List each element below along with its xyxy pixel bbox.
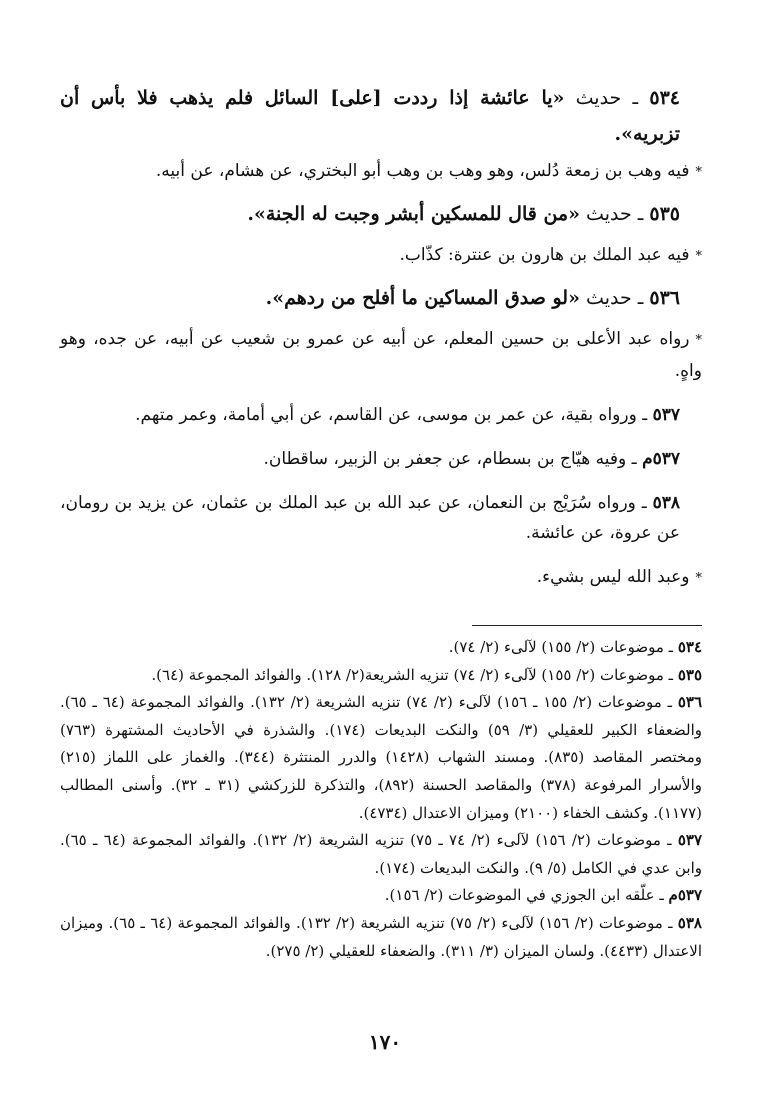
footnote-number: ٥٣٤ (677, 638, 702, 656)
footnote-number: ٥٣٧م (668, 886, 702, 905)
dash: ـ (641, 493, 647, 513)
note-535 (60, 240, 702, 272)
asterisk-bullet: * (695, 571, 702, 586)
note-534 (60, 156, 702, 188)
hadith-text: «يا عائشة إذا رددت [على] السائل فلم يذهب فلا بأس أن تزبريه». (60, 87, 680, 145)
entry-538 (60, 488, 702, 548)
hadith-number: ٥٣٦ (649, 287, 680, 309)
hadith-lead: حديث (575, 87, 622, 109)
note-text: فيه عبد الملك بن هارون بن عنترة: كذّاب. (399, 245, 690, 265)
dash: ـ (637, 203, 644, 225)
footnote-text: ـ علّقه ابن الجوزي في الموضوعات (٢/ ١٥٦). (384, 886, 664, 905)
hadith-534 (60, 80, 702, 152)
dash: ـ (637, 287, 644, 309)
entry-number: ٥٣٧م (642, 449, 680, 469)
note-536 (60, 324, 702, 386)
dash: ـ (632, 87, 639, 109)
asterisk-bullet: * (695, 333, 702, 348)
main-text (60, 80, 702, 594)
asterisk-bullet: * (695, 165, 702, 180)
entry-text: وفيه هيّاج بن بسطام، عن جعفر بن الزبير، ساقطان. (263, 449, 627, 469)
note-text: وعبد الله ليس بشيء. (536, 567, 690, 587)
hadith-number: ٥٣٥ (649, 203, 680, 225)
note-text: فيه وهب بن زمعة دُلس، وهو وهب بن وهب أبو البختري، عن هشام، عن أبيه. (155, 161, 690, 181)
note-538 (60, 562, 702, 594)
hadith-lead: حديث (586, 203, 632, 225)
page-number: ١٧٠ (368, 1030, 402, 1054)
footnote (60, 662, 702, 690)
hadith-535 (60, 196, 702, 232)
footnote (60, 882, 702, 910)
note-text: رواه عبد الأعلى بن حسين المعلم، عن أبيه عن عمرو بن شعيب عن أبيه، عن جده، وهو واهٍ. (60, 329, 702, 381)
footnote-number: ٥٣٦ (677, 693, 702, 712)
asterisk-bullet: * (695, 249, 702, 264)
footnote-text: ـ موضوعات (٢/ ١٥٥ ـ ١٥٦) لآلىء (٢/ ٧٤) تنزيه الشريعة (٢/ ١٣٢). والفوائد المجموعة (٦٤ ـ ٦٥). والضعفاء الكبير للعقيلي (٣/ ٥٩) والنكت البديعات (١٧٤). والشذرة في الأحاديث المشتهرة (٧٦٣) ومختصر المقاصد (٨٣٥). ومسند الشهاب (١٤٢٨) والدرر المنتثرة (٣٤٤). والغماز على اللماز (٢١٥) والأسرار المرفوعة (٣٧٨) والمقاصد الحسنة (٨٩٢)، والتذكرة للزركشي (٣١ ـ ٣٢). وأسنى المطالب (١١٧٧). وكشف الخفاء (٢١٠٠) وميزان الاعتدال (٤٧٣٤). (60, 693, 703, 822)
footnote-number: ٥٣٥ (677, 665, 702, 684)
hadith-number: ٥٣٤ (649, 87, 680, 109)
footnote-separator (472, 625, 702, 626)
footnote (60, 689, 702, 827)
footnote (60, 827, 702, 882)
footnote (60, 634, 702, 662)
hadith-lead: حديث (586, 287, 632, 309)
entry-text: ورواه بقية، عن عمر بن موسى، عن القاسم، عن أبي أمامة، وعمر متهم. (135, 405, 637, 425)
entry-537m (60, 444, 702, 474)
footnotes (60, 634, 702, 965)
entry-number: ٥٣٧ (652, 405, 680, 425)
entry-number: ٥٣٨ (652, 493, 680, 513)
footnote-number: ٥٣٧ (677, 831, 702, 850)
footnote-text: ـ موضوعات (٢/ ١٥٦) لآلىء (٢/ ٧٤ ـ ٧٥) تنزيه الشريعة (٢/ ١٣٢). والفوائد المجموعة (٦٤ ـ ٦٥). وابن عدي في الكامل (٥/ ٩). والنكت البديعات (١٧٤). (60, 831, 702, 877)
footnote-text: ـ موضوعات (٢/ ١٥٥) لآلىء (٢/ ٧٤). (448, 638, 674, 656)
footnote (60, 910, 702, 965)
dash: ـ (631, 449, 637, 469)
footnote-text: ـ موضوعات (٢/ ١٥٥) لآلىء (٢/ ٧٤) تنزيه الشريعة(٢/ ١٢٨). والفوائد المجموعة (٦٤). (151, 665, 674, 684)
footnote-text: ـ موضوعات (٢/ ١٥٦) لآلىء (٢/ ٧٥) تنزيه الشريعة (٢/ ١٣٢). والفوائد المجموعة (٦٤ ـ ٦٥). وميزان الاعتدال (٤٤٣٣). ولسان الميزان (٣/ ٣١١). والضعفاء للعقيلي (٢/ ٢٧٥). (60, 913, 702, 960)
entry-text: ورواه سُرَيْج بن النعمان، عن عبد الله بن عبد الملك بن عثمان، عن يزيد بن رومان، عن عروة، عن عائشة. (60, 493, 680, 543)
hadith-text: «لو صدق المساكين ما أفلح من ردهم». (265, 287, 580, 309)
hadith-text: «من قال للمسكين أبشر وجبت له الجنة». (247, 203, 580, 225)
footnote-number: ٥٣٨ (677, 913, 702, 932)
entry-537 (60, 400, 702, 430)
dash: ـ (642, 405, 648, 425)
hadith-536 (60, 280, 702, 316)
